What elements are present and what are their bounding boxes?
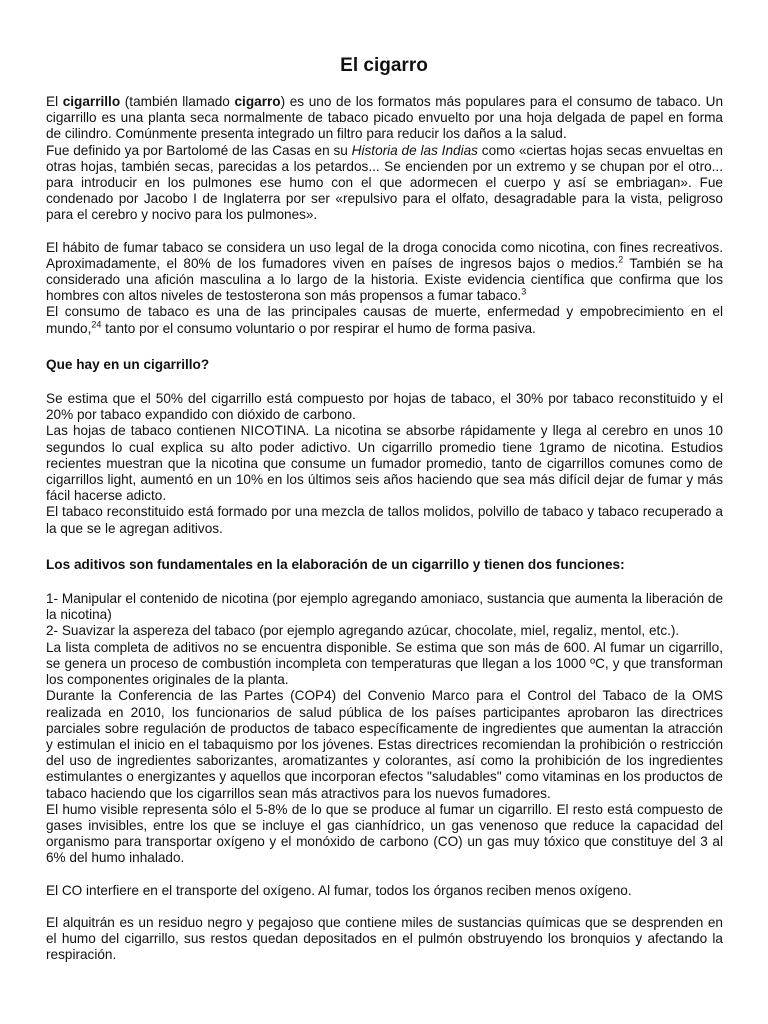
page-title: El cigarro	[340, 55, 428, 76]
text-run: (también llamado	[120, 94, 235, 109]
italic-title: Historia de las Indias	[351, 142, 478, 158]
footnote-ref: 2	[618, 254, 624, 265]
section-heading-contents: Que hay en un cigarrillo?	[46, 356, 210, 372]
document-body	[46, 94, 723, 963]
text-run: El hábito de fumar tabaco se considera un uso legal de la droga conocida como nicotina, con fines recreativos. Aproximadamente, el 80% de los fumadores viven en países de ingresos bajos o medios.	[46, 239, 723, 271]
intro-paragraph-2	[46, 143, 723, 224]
text-run: También se ha considerado una afición masculina a lo largo de la historia. Existe evidencia científica que confirma que los hombres con altos niveles de testosterona son más propensos a fumar tabaco.	[46, 255, 723, 304]
habit-paragraph-1	[46, 240, 723, 305]
text-run: El consumo de tabaco es una de las principales causas de muerte, enfermedad y empobrecimiento en el mundo,	[46, 304, 723, 336]
text-run: como «ciertas hojas secas envueltas en otras hojas, también secas, parecidas a los petardos... Se encienden por un extremo y se chupan por el otro... para introducir en los pulmones ese humo con el que adormecen el cuerpo y así se embriagan». Fue condenado por Jacobo I de Inglaterra por ser «repulsivo para el olfato, desagradable para la vista, peligroso para el cerebro y nocivo para los pulmones».	[46, 142, 723, 223]
intro-paragraph-1	[46, 94, 723, 143]
contents-paragraph-2: Las hojas de tabaco contienen NICOTINA. La nicotina se absorbe rápidamente y llega al cerebro en unos 10 segundos lo cual explica su alto poder adictivo. Un cigarrillo promedio tiene 1gramo de nicotina. Estudios recientes muestran que la nicotina que consume un fumador promedio, tanto de cigarrillos comunes como de cigarrillos light, aumentó en un 10% en los últimos seis años haciendo que sea más difícil dejar de fumar y más fácil hacerse adicto.	[46, 423, 723, 504]
text-run: Fue definido ya por Bartolomé de las Casas en su	[46, 142, 352, 158]
text-run: El	[46, 94, 63, 109]
additives-paragraph-3: La lista completa de aditivos no se encuentra disponible. Se estima que son más de 600. Al fumar un cigarrillo, se genera un proceso de combustión incompleta con temperaturas que llegan a los 1000 ºC, y que transforman los componentes originales de la planta.	[46, 639, 723, 688]
contents-paragraph-1: Se estima que el 50% del cigarrillo está compuesto por hojas de tabaco, el 30% por tabaco reconstituido y el 20% por tabaco expandido con dióxido de carbono.	[46, 391, 723, 423]
additives-paragraph-5: El humo visible representa sólo el 5-8% de lo que se produce al fumar un cigarrillo. El resto está compuesto de gases invisibles, entre los que se incluye el gas cianhídrico, un gas venenoso que reduce la capacidad del organismo para transportar oxígeno y el monóxido de carbono (CO) un gas muy tóxico que constituye del 3 al 6% del humo inhalado.	[46, 801, 723, 866]
bold-term: cigarrillo	[62, 94, 121, 109]
text-run: tanto por el consumo voluntario o por respirar el humo de forma pasiva.	[101, 320, 536, 336]
bold-term: cigarro	[234, 94, 281, 109]
additives-item-1: 1- Manipular el contenido de nicotina (por ejemplo agregando amoniaco, sustancia que aumenta la liberación de la nicotina)	[46, 591, 723, 623]
co-paragraph: El CO interfiere en el transporte del oxígeno. Al fumar, todos los órganos reciben menos oxígeno.	[46, 882, 632, 898]
additives-item-2: 2- Suavizar la aspereza del tabaco (por ejemplo agregando azúcar, chocolate, miel, regaliz, mentol, etc.).	[46, 623, 680, 639]
footnote-ref: 24	[91, 319, 102, 330]
habit-paragraph-2	[46, 304, 723, 336]
tar-paragraph: El alquitrán es un residuo negro y pegajoso que contiene miles de sustancias químicas que se desprenden en el humo del cigarrillo, sus restos quedan depositados en el pulmón obstruyendo los bronquios y afectando la respiración.	[46, 914, 723, 963]
additives-paragraph-4: Durante la Conferencia de las Partes (COP4) del Convenio Marco para el Control del Tabaco de la OMS realizada en 2010, los funcionarios de salud pública de los países participantes aprobaron las directrices parciales sobre regulación de productos de tabaco específicamente de ingredientes que aumentan la atracción y estimulan el inicio en el tabaquismo por los jóvenes. Estas directrices recomiendan la prohibición o restricción del uso de ingredientes saborizantes, aromatizantes y colorantes, así como la prohibición de los ingredientes estimulantes o energizantes y aquellos que incorporan efectos "saludables" como vitaminas en los productos de tabaco haciendo que los cigarrillos sean más atractivos para los nuevos fumadores.	[46, 688, 723, 801]
section-heading-additives: Los aditivos son fundamentales en la elaboración de un cigarrillo y tienen dos funciones:	[46, 556, 625, 572]
contents-paragraph-3: El tabaco reconstituido está formado por una mezcla de tallos molidos, polvillo de tabaco y tabaco recuperado a la que se le agregan aditivos.	[46, 504, 723, 536]
text-run: ) es uno de los formatos más populares para el consumo de tabaco. Un cigarrillo es una planta seca normalmente de tabaco picado envuelto por una hoja delgada de papel en forma de cilindro. Comúnmente presenta integrado un filtro para reducir los daños a la salud.	[46, 94, 724, 142]
footnote-ref: 3	[521, 286, 527, 297]
